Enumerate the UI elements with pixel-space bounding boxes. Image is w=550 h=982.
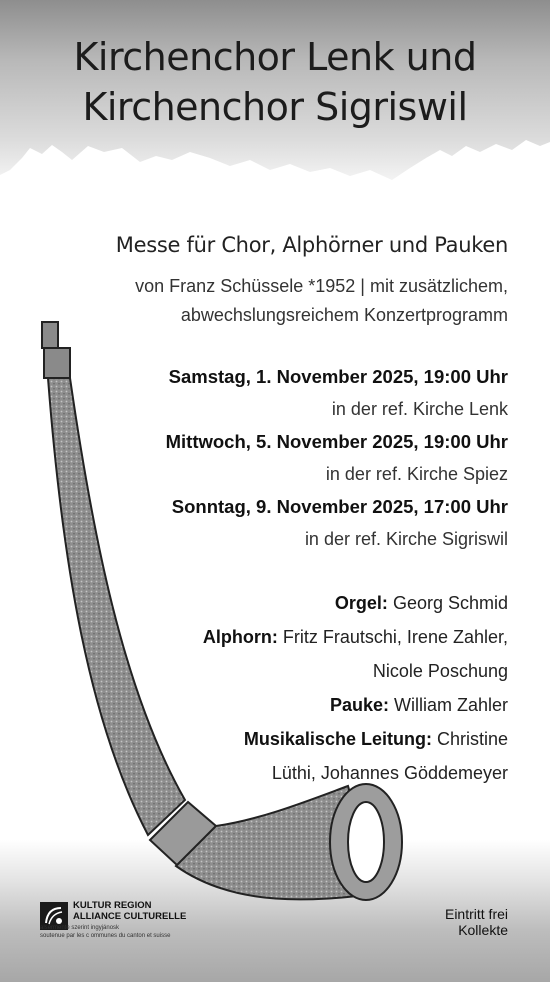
credit-lead-value: Christine (436, 729, 508, 749)
credit-lead-label: Musikalische Leitung: (243, 729, 432, 749)
sponsor-logo (40, 900, 210, 945)
byline-line-2: abwechslungsreichem Konzertprogramm (180, 305, 508, 325)
event-date-2: Mittwoch, 5. November 2025, 19:00 Uhr (165, 431, 508, 452)
sponsor-name-line-1: KULTUR REGION (73, 900, 152, 911)
poster-title (0, 32, 550, 132)
sponsor-name-line-2: ALLIANCE CULTURELLE (73, 911, 187, 922)
admission-line-2: Kollekte (458, 922, 508, 938)
credit-lead (203, 722, 508, 756)
composer-byline (135, 272, 508, 330)
credit-lead-value-2: Lüthi, Johannes Göddemeyer (271, 763, 508, 783)
credit-alphorn (203, 620, 508, 654)
event-place-1: in der ref. Kirche Lenk (331, 399, 508, 419)
title-line-2: Kirchenchor Sigriswil (82, 85, 468, 129)
sponsor-sub-line-2: soutenue par les c ommunes du canton et suisse (40, 933, 171, 939)
credit-organ-value: Georg Schmid (392, 593, 508, 613)
credit-pauke-value: William Zahler (393, 695, 508, 715)
mountain-silhouette (0, 130, 550, 240)
credit-organ-label: Orgel: (334, 593, 388, 613)
credit-alphorn-value: Fritz Frautschi, Irene Zahler, (282, 627, 508, 647)
credit-organ (203, 586, 508, 620)
event-place-2: in der ref. Kirche Spiez (325, 464, 508, 484)
event-place-3: in der ref. Kirche Sigriswil (304, 529, 508, 549)
event-date-1: Samstag, 1. November 2025, 19:00 Uhr (168, 366, 508, 387)
credit-alphorn-label: Alphorn: (202, 627, 278, 647)
credit-alphorn-value-2: Nicole Poschung (372, 661, 508, 681)
title-line-1: Kirchenchor Lenk und (73, 35, 477, 79)
sponsor-subtext (40, 924, 170, 940)
event-date-3: Sonntag, 9. November 2025, 17:00 Uhr (171, 496, 508, 517)
credit-pauke (203, 688, 508, 722)
performer-credits (203, 586, 508, 790)
concert-subtitle: Messe für Chor, Alphörner und Pauken (115, 233, 508, 257)
admission-line-1: Eintritt frei (444, 906, 508, 922)
byline-line-1: von Franz Schüssele *1952 | mit zusätzlichem, (135, 276, 508, 296)
sponsor-sub-line-1: alsérmente szerint ingyjánosk (40, 925, 120, 931)
admission-note (445, 906, 508, 938)
event-dates (166, 360, 508, 555)
credit-pauke-label: Pauke: (329, 695, 389, 715)
sponsor-name (73, 900, 186, 922)
